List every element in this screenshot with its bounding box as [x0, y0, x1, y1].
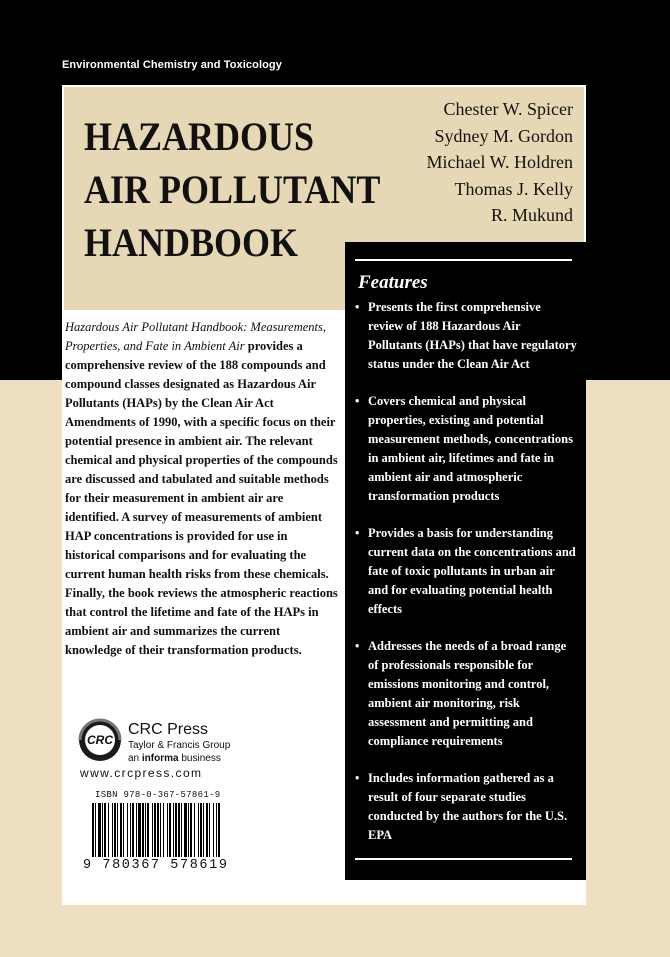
feature-item — [355, 769, 577, 845]
feature-text: Includes information gathered as a result of four separate studies conducted by the authors for the U.S. EPA — [368, 771, 568, 842]
features-list — [355, 298, 577, 863]
title-line-2: AIR POLLUTANT — [84, 167, 381, 212]
barcode-digits: 9 780367 578619 — [83, 858, 229, 873]
book-title — [84, 110, 380, 269]
series-name: Environmental Chemistry and Toxicology — [62, 59, 282, 71]
barcode-bar — [175, 803, 177, 857]
barcode-bar — [132, 803, 134, 857]
barcode-bar — [120, 803, 122, 857]
title-line-3: HANDBOOK — [84, 220, 299, 265]
feature-item — [355, 524, 577, 619]
feature-text: Addresses the needs of a broad range of professionals responsible for emissions monitoring and control, ambient air monitoring, risk assessment and permitting and compliance requirements — [368, 639, 567, 748]
barcode-bar — [198, 803, 199, 857]
publisher-group: Taylor & Francis Group — [128, 740, 231, 751]
feature-item — [355, 392, 577, 506]
barcode-bar — [92, 803, 94, 857]
barcode-bar — [184, 803, 187, 857]
feature-item — [355, 298, 577, 374]
description-book-title: Hazardous Air Pollutant Handbook: Measurements, Properties, and Fate in Ambient Air — [65, 320, 326, 353]
publisher-business — [128, 752, 230, 765]
features-bottom-rule — [355, 858, 572, 860]
barcode-bar — [209, 803, 210, 857]
barcode-bar — [154, 803, 156, 857]
isbn-label: ISBN 978-0-367-57861-9 — [95, 790, 221, 800]
barcode-bar — [206, 803, 208, 857]
barcode-bar — [190, 803, 192, 857]
authors-list — [427, 96, 573, 229]
publisher-name: CRC Press — [128, 721, 209, 738]
bullet-icon: • — [355, 394, 360, 408]
bullet-icon: • — [355, 300, 360, 314]
barcode-bar — [200, 803, 202, 857]
publisher-url: www.crcpress.com — [80, 766, 203, 780]
barcode-bar — [173, 803, 174, 857]
barcode-bar — [102, 803, 103, 857]
barcode-bar — [136, 803, 137, 857]
bullet-icon: • — [355, 639, 360, 653]
barcode-bar — [157, 803, 159, 857]
features-heading: Features — [358, 272, 428, 293]
feature-text: Covers chemical and physical properties, existing and potential measurement methods, concentrations in ambient air, lifetimes and fate in ambient air and atmospheric transformation products — [368, 394, 573, 503]
author: Michael W. Holdren — [426, 152, 573, 172]
barcode-bar — [145, 803, 146, 857]
barcode-bar — [130, 803, 131, 857]
barcode-bar — [123, 803, 124, 857]
barcode-bar — [98, 803, 101, 857]
business-suffix: business — [178, 753, 221, 764]
barcode-bar — [112, 803, 113, 857]
author: Sydney M. Gordon — [434, 125, 573, 146]
barcode-bar — [147, 803, 149, 857]
author: R. Mukund — [490, 205, 573, 225]
author: Chester W. Spicer — [443, 99, 573, 119]
barcode-bar — [142, 803, 144, 857]
barcode-bar — [218, 803, 220, 857]
barcode — [92, 803, 224, 857]
barcode-bar — [163, 803, 164, 857]
publisher-block — [128, 721, 230, 765]
features-box — [345, 242, 586, 880]
description-body: provides a comprehensive review of the 188 compounds and compound classes designated as Hazardous Air Pollutants (HAPs) by the Clean Air Act Amendments of 1990, with a specific focus on their potential presence in ambient air. The relevant chemical and physical properties of the compounds are discussed and tabulated and suitable methods for their measurement in ambient air are identified. A survey of measurements of ambient HAP concentrations is provided for use in historical comparisons and for evaluating the current human health risks from these chemicals. Finally, the book reviews the atmospheric reactions that control the lifetime and fate of the HAPs in ambient air and summarizes the current knowledge of their transformation products. — [65, 339, 338, 657]
barcode-bar — [178, 803, 180, 857]
author: Thomas J. Kelly — [454, 178, 573, 199]
barcode-bar — [104, 803, 106, 857]
barcode-bar — [181, 803, 182, 857]
barcode-bar — [188, 803, 189, 857]
barcode-bar — [138, 803, 141, 857]
barcode-bar — [167, 803, 168, 857]
crc-logo-icon — [78, 718, 122, 762]
description — [65, 318, 340, 660]
bullet-icon: • — [355, 526, 360, 540]
barcode-bar — [169, 803, 171, 857]
feature-text: Presents the first comprehensive review of 188 Hazardous Air Pollutants (HAPs) that have regulatory status under the Clean Air Act — [368, 300, 577, 371]
feature-text: Provides a basis for understanding current data on the concentrations and fate of toxic pollutants in urban air and for evaluating potential health effects — [368, 526, 576, 616]
barcode-bar — [194, 803, 195, 857]
crc-logo-text: CRC — [87, 733, 113, 747]
barcode-bar — [203, 803, 204, 857]
feature-item — [355, 637, 577, 751]
barcode-bar — [160, 803, 161, 857]
barcode-bar — [114, 803, 116, 857]
business-prefix: an — [128, 753, 142, 764]
features-top-rule — [355, 259, 572, 261]
barcode-bar — [108, 803, 109, 857]
barcode-bar — [95, 803, 96, 857]
title-line-1: HAZARDOUS — [84, 114, 315, 159]
barcode-bar — [216, 803, 217, 857]
barcode-bar — [213, 803, 214, 857]
barcode-bar — [152, 803, 153, 857]
barcode-bar — [127, 803, 128, 857]
barcode-bar — [117, 803, 118, 857]
business-name: informa — [141, 753, 179, 764]
bullet-icon: • — [355, 771, 360, 785]
